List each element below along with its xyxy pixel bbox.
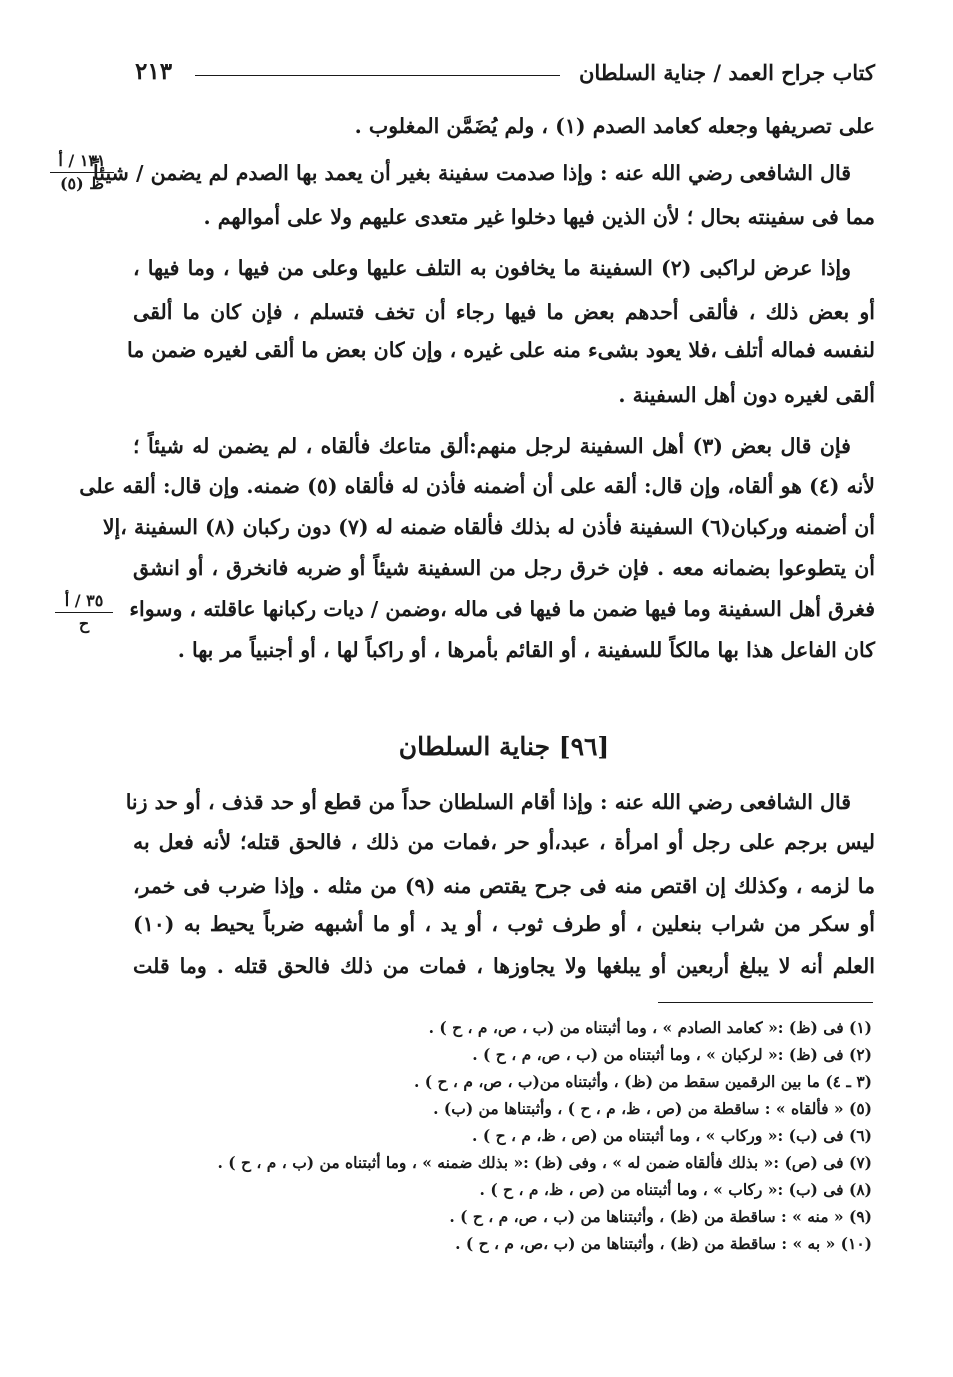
footnote: (٩) « منه » : ساقطة من (ظ) ، وأثبتناها من (ب ، ص، م ، ح ) .: [449, 1207, 872, 1226]
section-line: أو سكر من شراب بنعلين ، أو طرف ثوب ، أو يد ، أو ما أشبهه ضرباً يحيط به (١٠): [133, 912, 875, 936]
footnote: (٣ ـ ٤) ما بين الرقمين سقط من (ظ) ، وأثبتناه من(ب ، ص، م ، ح ) .: [414, 1072, 872, 1091]
margin-note-2-top: ٣٥ / أ: [55, 590, 113, 613]
running-header-title: كتاب جراح العمد / جناية السلطان: [579, 60, 875, 85]
footnote: (٨) فى (ب) :« ركاب » ، وما أثبتناه من (ص ، ظ، م ، ح ) .: [479, 1180, 872, 1199]
page-number: ٢١٣: [135, 58, 173, 85]
body-line: على تصريفها وجعله كعامد الصدم (١) ، ولم يُضَمَّن المغلوب .: [354, 114, 875, 138]
footnote: (١) فى (ظ) :« كعامد الصادم » ، وما أثبتناه من (ب ، ص، م ، ح ) .: [428, 1018, 872, 1037]
body-line: لنفسه فماله أتلف ،فلا يعود بشىء منه على غيره ، وإن كان بعض ما ألقى لغيره ضمن ما: [127, 338, 875, 362]
section-line: ما لزمه ، وكذلك إن اقتص منه فى جرح يقتص منه (٩) من مثله . وإذا ضرب فى خمر،: [133, 874, 875, 898]
body-line: وإذا عرض لراكبى (٢) السفينة ما يخافون به التلف عليها وعلى من فيها ، وما فيها ،: [133, 256, 851, 280]
margin-note-1-bottom: ظ (٥): [59, 174, 105, 193]
footnote: (١٠) « به » : ساقطة من (ظ) ، وأثبتناها من (ب ،ص، م ، ح ) .: [455, 1234, 872, 1253]
footnote-separator: [658, 1002, 873, 1003]
body-line: أن يتطوعوا بضمانه معه . فإن خرق رجل من السفينة شيئاً أو ضربه فانخرق ، أو انشق: [133, 556, 875, 580]
margin-note-2-bottom: ح: [78, 614, 90, 633]
footnote: (٧) فى (ص) :« بذلك فألقاه ضمن له » ، وفى (ظ) :« بذلك ضمنه » ، وما أثبتناه من (ب ، م ، ح ) .: [217, 1153, 872, 1172]
body-line: فإن قال بعض (٣) أهل السفينة لرجل منهم:ألق متاعك فألقاه ، لم يضمن له شيئاً ؛: [133, 434, 851, 458]
body-line: فغرق أهل السفينة وما فيها ضمن ما فيها فى ماله ،وضمن / ديات ركبانها عاقلته ، وسواء: [129, 597, 875, 621]
margin-note-1-top: ١٣١ / أ: [50, 150, 114, 173]
section-line: قال الشافعى رضي الله عنه : وإذا أقام السلطان حداً من قطع أو حد قذف ، أو حد زنا: [125, 790, 851, 814]
section-line: العلم أنه لا يبلغ أربعين أو يبلغها ولا يجاوزها ، فمات من ذلك فالحق قتله . وما قلت: [133, 954, 875, 978]
section-heading: [٩٦] جناية السلطان: [398, 732, 610, 761]
running-header: [135, 58, 875, 92]
body-line: كان الفاعل هذا بها مالكاً للسفينة ، أو القائم بأمرها ، أو راكباً لها ، أو أجنبياً مر بها .: [177, 638, 875, 662]
body-line: أو بعض ذلك ، فألقى أحدهم بعض ما فيها رجاء أن تخف فتسلم ، فإن كان ما ألقى: [133, 300, 875, 324]
header-rule: [195, 75, 560, 76]
body-line: ألقى لغيره دون أهل السفينة .: [618, 383, 875, 407]
footnote: (٢) فى (ظ) :« لركبان » ، وما أثبتناه من (ب ، ص، م ، ح ) .: [472, 1045, 872, 1064]
footnote: (٥) « فألقاه » : ساقطة من (ص ، ظ، م ، ح ) ، وأثبتناها من (ب) .: [433, 1099, 872, 1118]
body-line: أن أضمنه وركبان(٦) السفينة فأذن له بذلك فألقاه ضمنه له (٧) دون ركبان (٨) السفينة ،إلا: [102, 515, 875, 539]
body-line: قال الشافعى رضي الله عنه : وإذا صدمت سفينة بغير أن يعمد بها الصدم لم يضمن / شيئاً: [93, 161, 851, 185]
body-line: لأنه (٤) هو ألقاه، وإن قال: ألقه على أن أضمنه فأذن له فألقاه (٥) ضمنه. وإن قال: ألقه على: [79, 474, 875, 498]
body-line: مما فى سفينته بحال ؛ لأن الذين فيها دخلوا غير متعدى عليهم ولا على أموالهم .: [203, 205, 875, 229]
margin-note-ms-folio-2: [55, 590, 113, 635]
section-line: ليس برجم على رجل أو امرأة ، عبد،أو حر ،فمات من ذلك ، فالحق قتله؛ لأنه فعل به: [133, 830, 875, 854]
footnote: (٦) فى (ب) :« وركاب » ، وما أثبتناه من (ص ، ظ، م ، ح ) .: [472, 1126, 872, 1145]
